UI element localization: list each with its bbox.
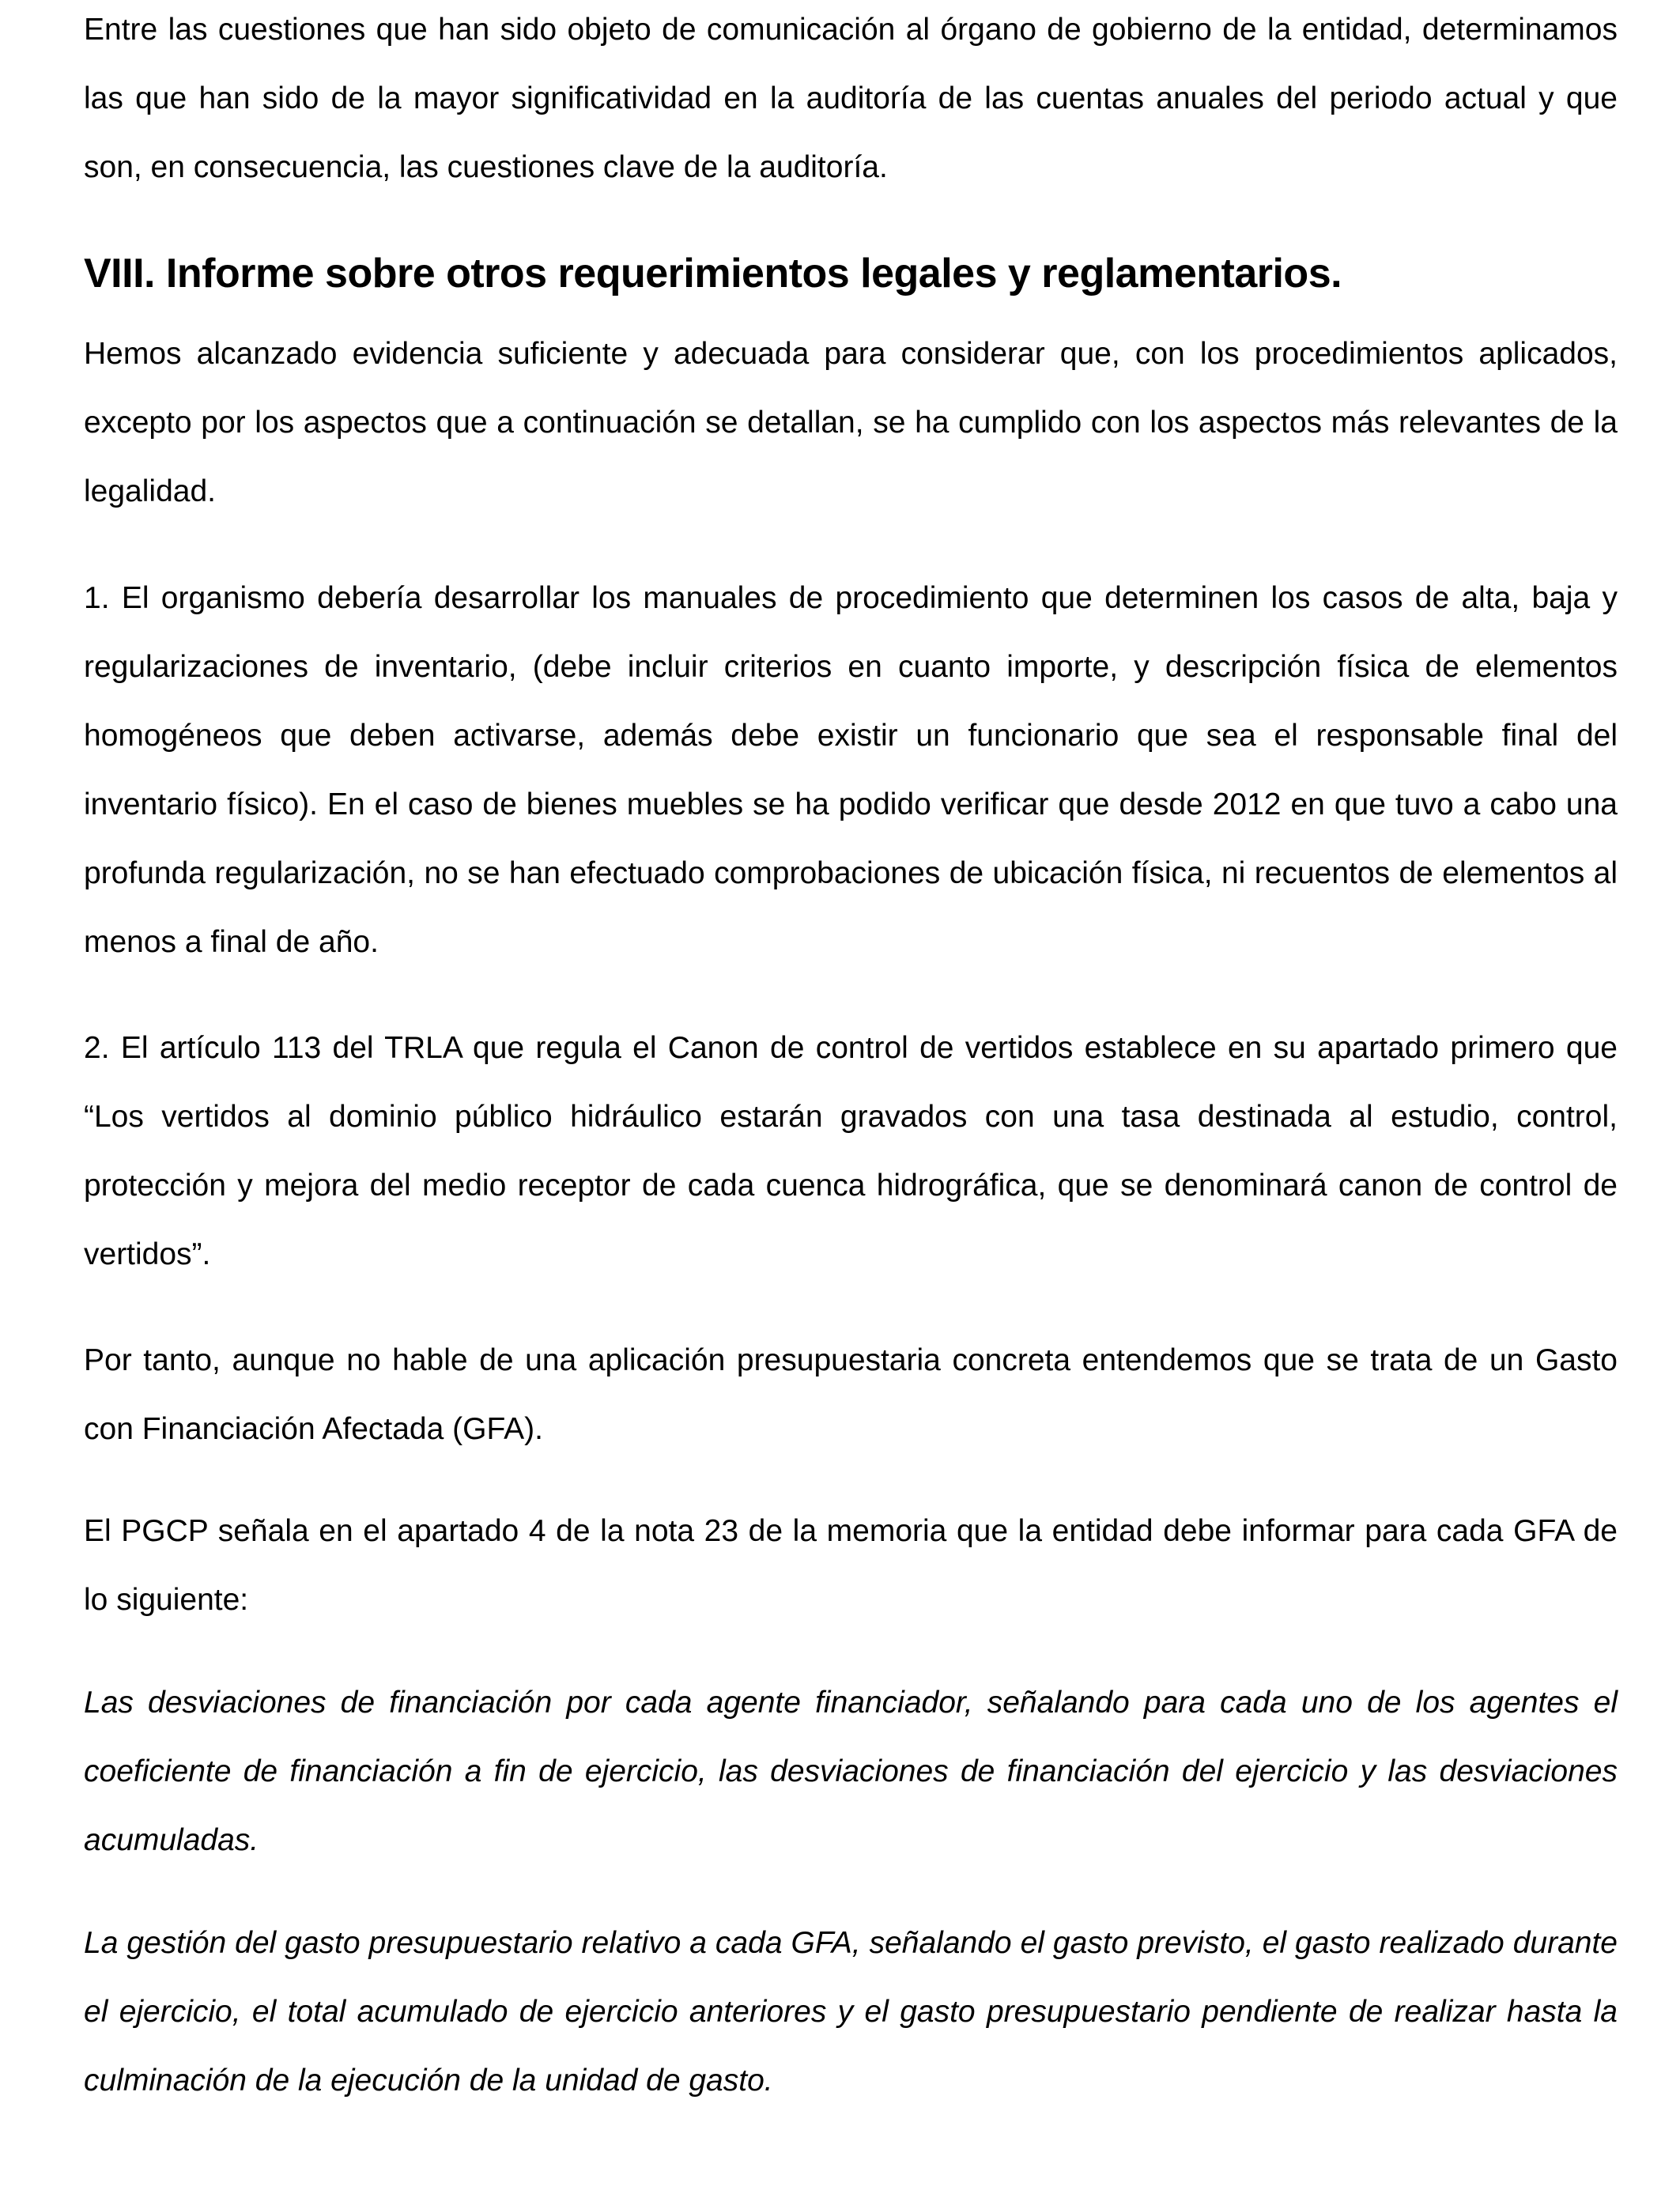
quote-1-paragraph: Las desviaciones de financiación por cada agente financiador, señalando para cada uno de los agentes el coeficiente de financiación a fin de ejercicio, las desviaciones de financiación del ejercicio y las desviaciones acumuladas.	[84, 1686, 1618, 1857]
evidence-paragraph: Hemos alcanzado evidencia suficiente y adecuada para considerar que, con los procedimientos aplicados, excepto por los aspectos que a continuación se detallan, se ha cumplido con los aspectos más relevantes de la legalidad.	[84, 337, 1618, 508]
quote-2-paragraph: La gestión del gasto presupuestario relativo a cada GFA, señalando el gasto previsto, el gasto realizado durante el ejercicio, el total acumulado de ejercicio anteriores y el gasto presupuestario pendiente de realizar hasta la culminación de la ejecución de la unidad de gasto.	[84, 1926, 1618, 2098]
intro-paragraph: Entre las cuestiones que han sido objeto de comunicación al órgano de gobierno de la entidad, determinamos las que han sido de la mayor significatividad en la auditoría de las cuentas anuales del periodo actual y que son, en consecuencia, las cuestiones clave de la auditoría.	[84, 13, 1618, 184]
point-2-paragraph: 2. El artículo 113 del TRLA que regula el Canon de control de vertidos establece en su apartado primero que “Los vertidos al dominio público hidráulico estarán gravados con una tasa destinada al estudio, control, protección y mejora del medio receptor de cada cuenca hidrográfica, que se denominará canon de control de vertidos”.	[84, 1031, 1618, 1271]
pgcp-intro-paragraph: El PGCP señala en el apartado 4 de la nota 23 de la memoria que la entidad debe informar para cada GFA de lo siguiente:	[84, 1514, 1618, 1617]
point-1-paragraph: 1. El organismo debería desarrollar los manuales de procedimiento que determinen los casos de alta, baja y regularizaciones de inventario, (debe incluir criterios en cuanto importe, y descripción física de elementos homogéneos que deben activarse, además debe existir un funcionario que sea el responsable final del inventario físico). En el caso de bienes muebles se ha podido verificar que desde 2012 en que tuvo a cabo una profunda regularización, no se han efectuado comprobaciones de ubicación física, ni recuentos de elementos al menos a final de año.	[84, 581, 1618, 959]
section-heading: VIII. Informe sobre otros requerimientos legales y reglamentarios.	[84, 251, 1342, 296]
gfa-conclusion-paragraph: Por tanto, aunque no hable de una aplicación presupuestaria concreta entendemos que se trata de un Gasto con Financiación Afectada (GFA).	[84, 1343, 1618, 1446]
